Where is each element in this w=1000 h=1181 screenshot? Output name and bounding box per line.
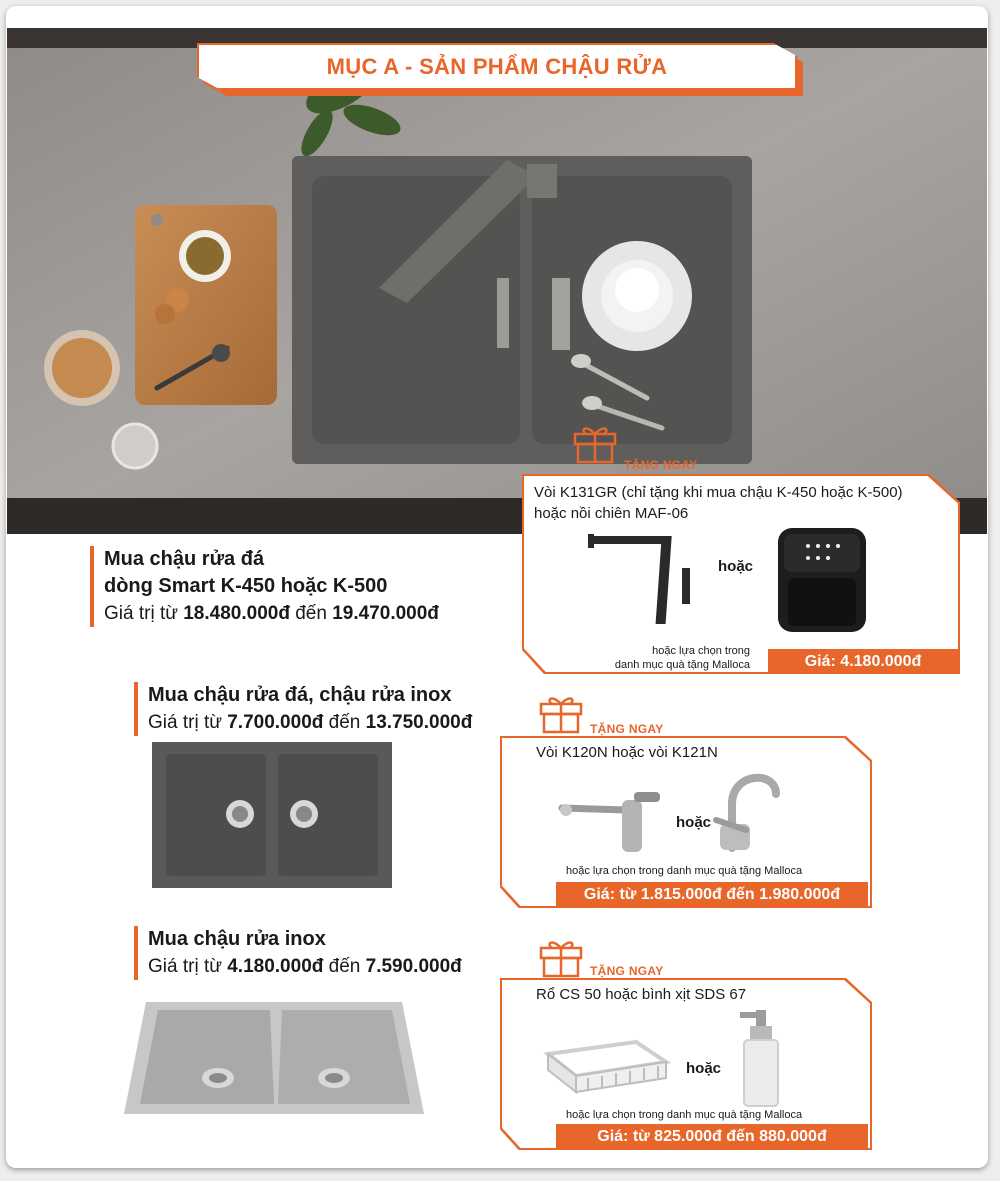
faucet-icon [586, 532, 706, 632]
hero-sink-photo [7, 28, 987, 534]
stone-sink-image [152, 742, 392, 888]
gift-box-1 [522, 474, 960, 674]
gift-box-3 [500, 978, 872, 1150]
or-label: hoặc [686, 1060, 722, 1077]
gift-icon [572, 420, 618, 464]
gift-icon [538, 934, 584, 978]
gift-box-2 [500, 736, 872, 908]
gift-price: Giá: 4.180.000đ [768, 649, 958, 674]
gift-note: hoặc lựa chọn trong danh mục quà tặng Malloca [566, 865, 803, 877]
section-heading: dòng Smart K-450 hoặc K-500 [104, 575, 388, 597]
offer-section-inox [134, 926, 462, 980]
section-price-range: Giá trị từ 18.480.000đ đến 19.470.000đ [104, 603, 439, 624]
offer-section-smart [90, 546, 439, 627]
banner-title: MỤC A - SẢN PHẨM CHẬU RỬA [326, 54, 668, 79]
air-fryer-icon [774, 522, 870, 634]
gift-description: Vòi K131GR (chỉ tặng khi mua chậu K-450 hoặc K-500) hoặc nồi chiên MAF-06 [534, 484, 903, 522]
or-label: hoặc [718, 558, 754, 575]
gift-tag: TẶNG NGAY [590, 722, 664, 736]
gift-note: hoặc lựa chọn trong danh mục quà tặng Malloca [566, 1109, 803, 1121]
section-heading: Mua chậu rửa đá, chậu rửa inox [148, 684, 452, 706]
gift-description: Vòi K120N hoặc vòi K121N [536, 744, 718, 761]
promo-card [6, 6, 988, 1168]
gift-tag: TẶNG NGAY [624, 458, 698, 472]
gift-tag: TẶNG NGAY [590, 964, 664, 978]
gift-description: Rổ CS 50 hoặc bình xịt SDS 67 [536, 986, 747, 1003]
section-heading: Mua chậu rửa inox [148, 928, 326, 950]
inox-sink-image [124, 1002, 424, 1114]
or-label: hoặc [676, 814, 712, 831]
faucet-icon [706, 764, 782, 854]
section-heading: Mua chậu rửa đá [104, 548, 265, 570]
section-price-range: Giá trị từ 4.180.000đ đến 7.590.000đ [148, 956, 462, 977]
section-price-range: Giá trị từ 7.700.000đ đến 13.750.000đ [148, 712, 473, 733]
offer-section-stone-inox [134, 682, 472, 736]
gift-icon [538, 690, 584, 734]
gift-price: Giá: từ 825.000đ đến 880.000đ [556, 1124, 868, 1149]
dish-rack-icon [540, 1028, 672, 1098]
faucet-icon [556, 788, 666, 858]
soap-dispenser-icon [736, 1010, 786, 1110]
gift-note: hoặc lựa chọn trong danh mục quà tặng Malloca [614, 645, 750, 671]
section-banner [197, 43, 803, 96]
gift-price: Giá: từ 1.815.000đ đến 1.980.000đ [556, 882, 868, 907]
